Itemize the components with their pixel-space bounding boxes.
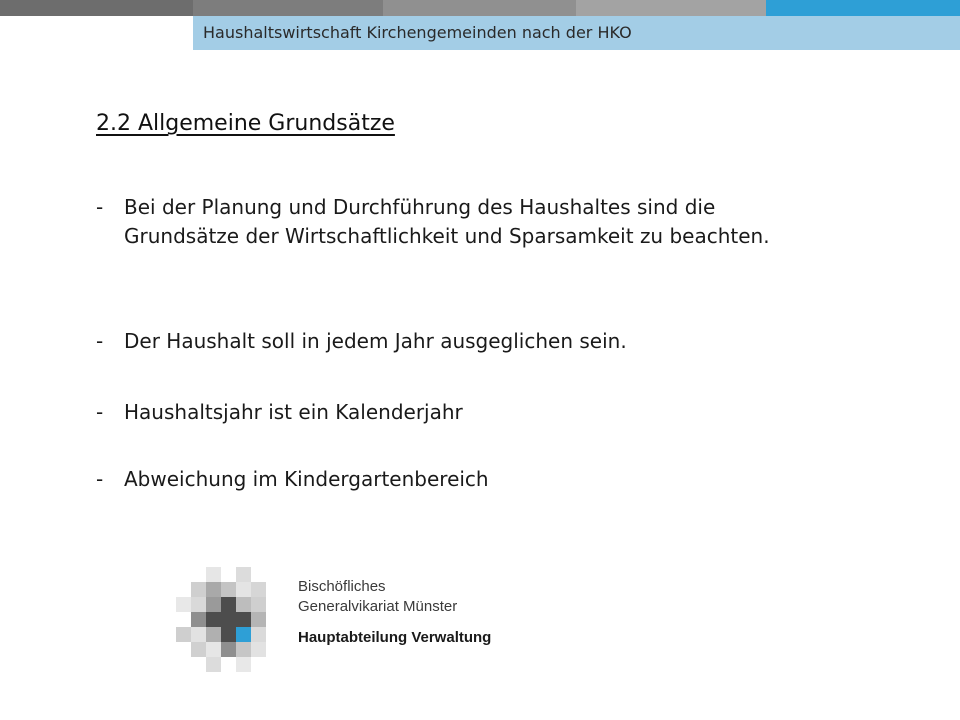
bullet-dash: - [96,195,104,219]
org-name-line2: Generalvikariat Münster [298,598,458,615]
org-department: Hauptabteilung Verwaltung [298,629,492,646]
top-color-bar [0,0,960,16]
org-name-line1: Bischöfliches [298,578,386,595]
top-bar-segment [766,0,960,16]
top-bar-segment [193,0,383,16]
bullet-dash: - [96,400,104,424]
bullet-text: Haushaltsjahr ist ein Kalenderjahr [124,400,463,424]
bullet-item [96,465,856,494]
slide-title: 2.2 Allgemeine Grundsätze [96,111,395,136]
top-bar-segment [383,0,576,16]
bullet-item [96,193,816,251]
bullet-text: Abweichung im Kindergartenbereich [124,467,489,491]
bullet-dash: - [96,329,104,353]
bullet-item [96,327,856,356]
header-band [193,16,960,50]
bullet-item [96,398,856,427]
top-bar-segment [576,0,766,16]
bullet-text: Der Haushalt soll in jedem Jahr ausgeglichen sein. [124,329,627,353]
header-title: Haushaltswirtschaft Kirchengemeinden nach der HKO [203,23,632,42]
bullet-dash: - [96,467,104,491]
cross-mosaic-logo-icon [176,567,276,677]
bullet-text: Bei der Planung und Durchführung des Haushaltes sind die Grundsätze der Wirtschaftlichkeit und Sparsamkeit zu beachten. [124,195,770,248]
top-bar-segment [0,0,193,16]
